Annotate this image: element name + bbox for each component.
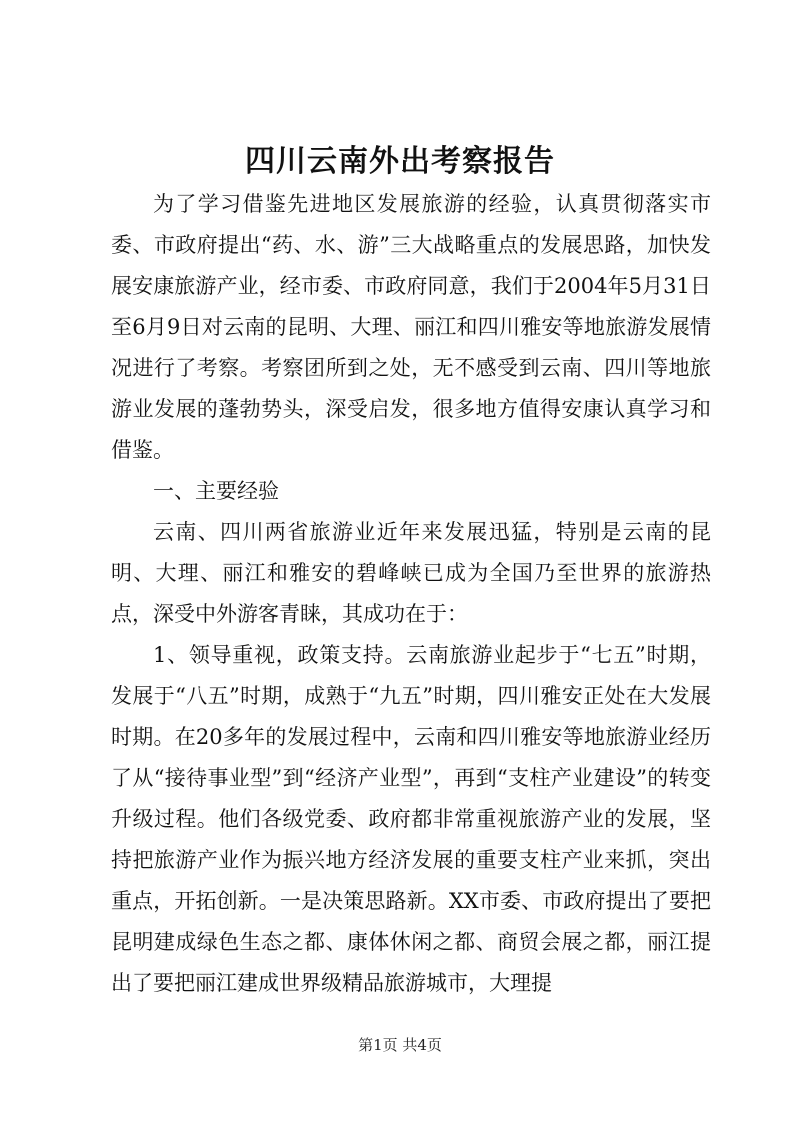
document-title: 四川云南外出考察报告 [245, 144, 555, 179]
paragraph-experience-summary: 云南、四川两省旅游业近年来发展迅猛，特别是云南的昆明、大理、丽江和雅安的碧峰峡已成为全国乃至世界的旅游热点，深受中外游客青睐，其成功在于： [111, 520, 711, 626]
document-body [111, 184, 711, 1004]
page-footer: 第1页 共4页 [358, 1036, 442, 1054]
paragraph-intro: 为了学习借鉴先进地区发展旅游的经验，认真贯彻落实市委、市政府提出“药、水、游”三大战略重点的发展思路，加快发展安康旅游产业，经市委、市政府同意，我们于2004年5月31日至6月9日对云南的昆明、大理、丽江和四川雅安等地旅游发展情况进行了考察。考察团所到之处，无不感受到云南、四川等地旅游业发展的蓬勃势头，深受启发，很多地方值得安康认真学习和借鉴。 [111, 192, 711, 462]
section-heading-main-experience: 一、主要经验 [153, 479, 279, 503]
paragraph-leadership-policy: 1、领导重视，政策支持。云南旅游业起步于“七五”时期，发展于“八五”时期，成熟于“九五”时期，四川雅安正处在大发展时期。在20多年的发展过程中，云南和四川雅安等地旅游业经历了从“接待事业型”到“经济产业型”，再到“支柱产业建设”的转变升级过程。他们各级党委、政府都非常重视旅游产业的发展，坚持把旅游产业作为振兴地方经济发展的重要支柱产业来抓，突出重点，开拓创新。一是决策思路新。XX市委、市政府提出了要把昆明建成绿色生态之都、康体休闲之都、商贸会展之都，丽江提出了要把丽江建成世界级精品旅游城市，大理提 [111, 643, 711, 995]
